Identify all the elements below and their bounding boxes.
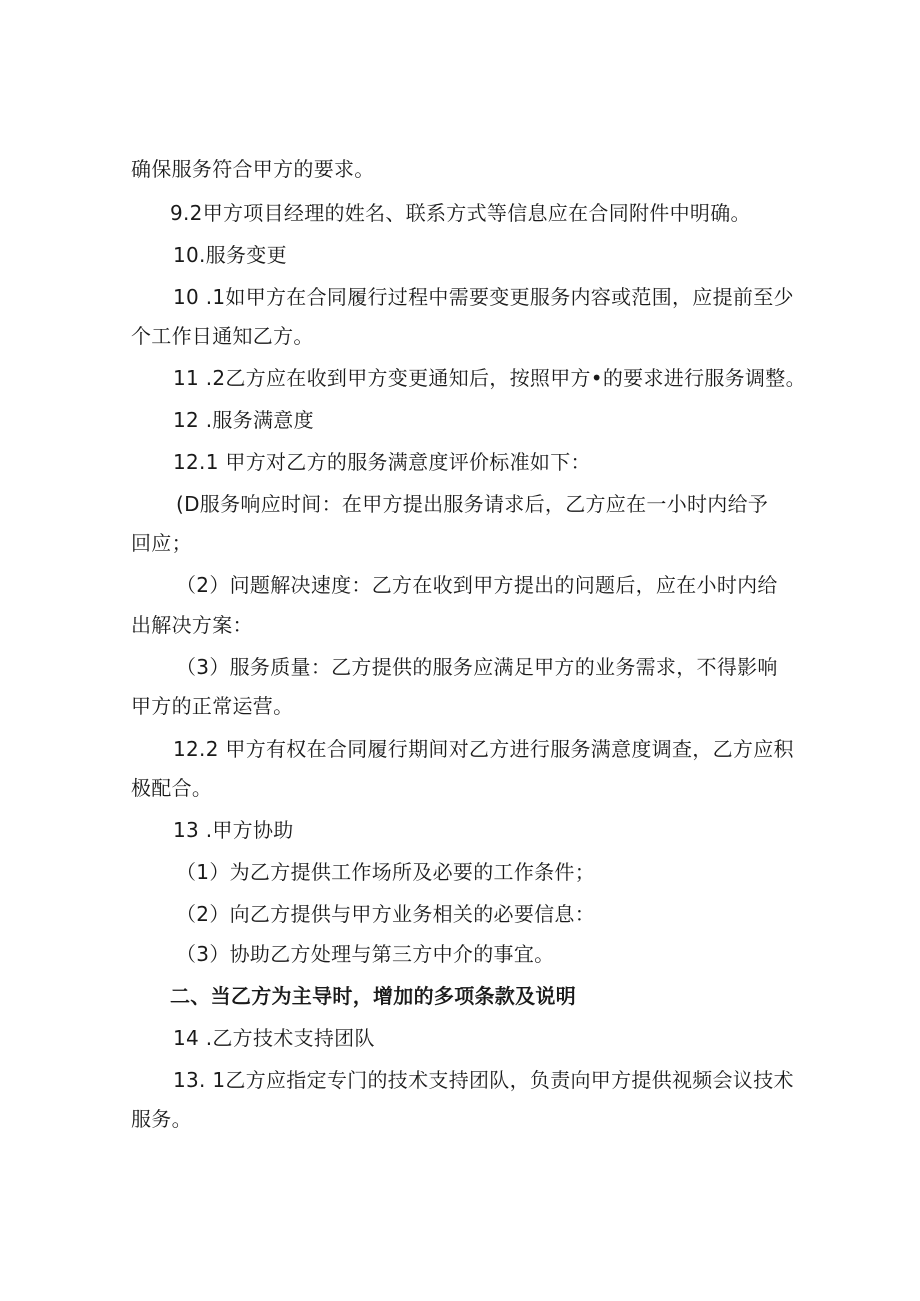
clause-13-1: 13. 1乙方应指定专门的技术支持团队，负责向甲方提供视频会议技术 (173, 1068, 794, 1092)
item-2-cont: 出解决方案： (131, 613, 253, 637)
clause-10-1: 10 .1如甲方在合同履行过程中需要变更服务内容或范围，应提前至少 (173, 285, 794, 309)
clause-12-1: 12.1 甲方对乙方的服务满意度评价标准如下： (173, 450, 591, 474)
clause-11-2: 11 .2乙方应在收到甲方变更通知后，按照甲方•的要求进行服务调整。 (173, 366, 806, 390)
assist-item-1: （1）为乙方提供工作场所及必要的工作条件； (176, 860, 596, 884)
clause-10-1-cont: 个工作日通知乙方。 (131, 324, 314, 348)
clause-9-2: 9.2甲方项目经理的姓名、联系方式等信息应在合同附件中明确。 (170, 201, 751, 225)
item-2: （2）问题解决速度：乙方在收到甲方提出的问题后，应在小时内给 (176, 573, 778, 597)
item-1-cont: 回应； (131, 531, 192, 555)
clause-12-2-cont: 极配合。 (131, 776, 213, 800)
section-10-heading: 10.服务变更 (173, 243, 287, 267)
section-14-heading: 14 .乙方技术支持团队 (173, 1026, 375, 1050)
section-13-heading: 13 .甲方协助 (173, 818, 294, 842)
item-3: （3）服务质量：乙方提供的服务应满足甲方的业务需求，不得影响 (176, 655, 778, 679)
clause-12-2: 12.2 甲方有权在合同履行期间对乙方进行服务满意度调查，乙方应积 (173, 737, 794, 761)
item-3-cont: 甲方的正常运营。 (131, 694, 294, 718)
clause-13-1-cont: 服务。 (131, 1107, 192, 1131)
body-text-line: 确保服务符合甲方的要求。 (131, 157, 375, 181)
assist-item-3: （3）协助乙方处理与第三方中介的事宜。 (176, 942, 555, 966)
item-1: (D服务响应时间：在甲方提出服务请求后，乙方应在一小时内给予 (176, 492, 769, 516)
assist-item-2: （2）向乙方提供与甲方业务相关的必要信息： (176, 902, 596, 926)
part-two-heading: 二、当乙方为主导时，增加的多项条款及说明 (170, 984, 576, 1008)
section-12-heading: 12 .服务满意度 (173, 408, 314, 432)
